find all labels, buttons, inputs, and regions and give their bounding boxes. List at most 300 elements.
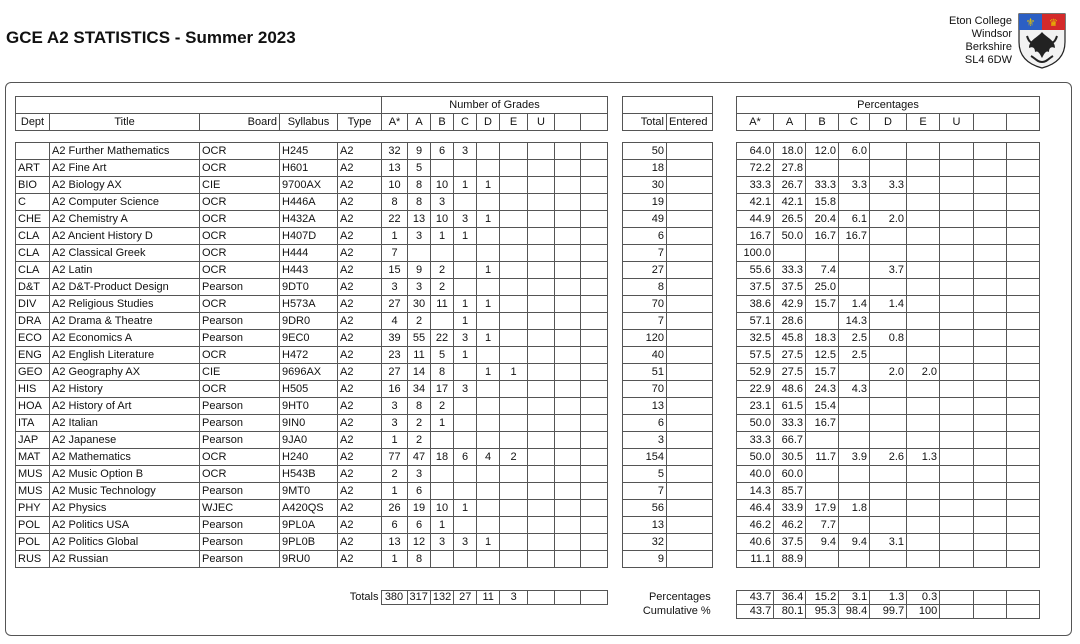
grade-count-cell: [555, 245, 581, 262]
page-title: GCE A2 STATISTICS - Summer 2023: [6, 28, 296, 47]
gap-cell: [608, 551, 623, 568]
grade-count-cell: [555, 177, 581, 194]
percentage-cell: 25.0: [806, 279, 839, 296]
grade-count-cell: [500, 211, 528, 228]
gap-cell: [713, 551, 737, 568]
percentage-cell: [870, 432, 907, 449]
entered-cell: [667, 262, 713, 279]
total-cell: 7: [623, 245, 667, 262]
grade-count-cell: [528, 483, 555, 500]
percentage-cell: [940, 228, 974, 245]
percentage-cell: 42.1: [774, 194, 806, 211]
total-cell: 6: [623, 415, 667, 432]
percentage-cell: 4.3: [839, 381, 870, 398]
grade-count-cell: [528, 466, 555, 483]
grade-count-cell: 23: [382, 347, 408, 364]
percentage-cell: [940, 296, 974, 313]
percentage-cell: [940, 534, 974, 551]
grade-count-cell: 9: [408, 143, 431, 160]
grade-count-cell: [555, 313, 581, 330]
gap-cell: [713, 296, 737, 313]
type-cell: A2: [338, 177, 382, 194]
entered-cell: [667, 500, 713, 517]
gap-cell: [608, 313, 623, 330]
percentage-cell: 50.0: [774, 228, 806, 245]
total-cell: 7: [623, 483, 667, 500]
type-cell: A2: [338, 534, 382, 551]
grade-count-cell: 6: [382, 517, 408, 534]
percentage-cell: [839, 364, 870, 381]
percentage-cell: [870, 381, 907, 398]
board-cell: OCR: [200, 296, 280, 313]
entered-cell: [667, 330, 713, 347]
table-row: [16, 449, 1040, 466]
type-cell: A2: [338, 347, 382, 364]
entered-cell: [667, 211, 713, 228]
percentage-cell: 9.4: [806, 534, 839, 551]
title-cell: A2 Further Mathematics: [50, 143, 200, 160]
board-cell: OCR: [200, 194, 280, 211]
entered-cell: [667, 534, 713, 551]
percentages-label: Percentages: [648, 591, 711, 603]
cumulative-label: Cumulative %: [642, 605, 711, 617]
total-cell: 132: [430, 591, 453, 605]
gap-cell: [608, 296, 623, 313]
cumulative-cell: 95.3: [806, 605, 839, 619]
percentage-cell: [870, 483, 907, 500]
grade-count-cell: [500, 500, 528, 517]
percentage-cell: [839, 432, 870, 449]
grade-count-cell: [555, 364, 581, 381]
gap-cell: [608, 500, 623, 517]
total-cell: 154: [623, 449, 667, 466]
grade-count-cell: 47: [408, 449, 431, 466]
percentage-cell: 28.6: [774, 313, 806, 330]
grade-count-cell: [528, 245, 555, 262]
percentage-cell: [839, 551, 870, 568]
percentage-cell: 12.0: [806, 143, 839, 160]
entered-cell: [667, 517, 713, 534]
percentage-cell: [974, 534, 1007, 551]
syllabus-cell: 9DR0: [280, 313, 338, 330]
percentage-cell: 15.7: [806, 296, 839, 313]
table-row: [16, 517, 1040, 534]
total-cell: 3: [500, 591, 528, 605]
grade-count-cell: [581, 211, 608, 228]
grade-count-cell: 8: [431, 364, 454, 381]
grade-count-cell: 1: [477, 534, 500, 551]
percentage-cell: [839, 245, 870, 262]
grade-count-cell: [500, 296, 528, 313]
title-cell: A2 Japanese: [50, 432, 200, 449]
grade-count-cell: [454, 194, 477, 211]
gap-cell: [608, 415, 623, 432]
type-cell: A2: [338, 143, 382, 160]
grade-count-cell: 12: [408, 534, 431, 551]
grade-count-cell: [555, 534, 581, 551]
grade-count-cell: [477, 415, 500, 432]
col-header-grade: U: [528, 114, 555, 131]
grade-count-cell: [581, 432, 608, 449]
percentage-cell: 3.3: [839, 177, 870, 194]
table-row: [16, 381, 1040, 398]
grade-count-cell: [555, 415, 581, 432]
gap-cell: [713, 160, 737, 177]
dept-cell: MUS: [16, 466, 50, 483]
col-header-blank: [1007, 114, 1040, 131]
dept-cell: POL: [16, 517, 50, 534]
grade-count-cell: 1: [382, 228, 408, 245]
grade-count-cell: 10: [431, 177, 454, 194]
percentage-cell: 40.0: [737, 466, 774, 483]
percentage-cell: [974, 194, 1007, 211]
grade-count-cell: 1: [477, 364, 500, 381]
percentage-cell: [940, 381, 974, 398]
grade-count-cell: 1: [477, 330, 500, 347]
grade-count-cell: 11: [431, 296, 454, 313]
total-cell: 56: [623, 500, 667, 517]
percentage-cell: [806, 245, 839, 262]
dept-cell: CHE: [16, 211, 50, 228]
grade-count-cell: [454, 415, 477, 432]
table-row: [16, 347, 1040, 364]
syllabus-cell: H573A: [280, 296, 338, 313]
address-line: SL4 6DW: [964, 54, 1012, 66]
grade-count-cell: 2: [408, 415, 431, 432]
grade-count-cell: [581, 364, 608, 381]
gap-cell: [713, 347, 737, 364]
board-cell: OCR: [200, 211, 280, 228]
col-header-grade: B: [431, 114, 454, 131]
grade-count-cell: 32: [382, 143, 408, 160]
type-cell: A2: [338, 228, 382, 245]
syllabus-cell: H505: [280, 381, 338, 398]
grade-count-cell: [528, 262, 555, 279]
percentage-cell: [1007, 160, 1040, 177]
col-header-dept: Dept: [16, 114, 50, 131]
percentage-cell: [940, 415, 974, 432]
col-header-total: Total: [623, 114, 667, 131]
grade-count-cell: 8: [408, 551, 431, 568]
grade-count-cell: 2: [431, 398, 454, 415]
percentage-cell: 7.4: [806, 262, 839, 279]
type-cell: A2: [338, 364, 382, 381]
dept-cell: CLA: [16, 245, 50, 262]
entered-cell: [667, 245, 713, 262]
percentage-cell: 88.9: [774, 551, 806, 568]
percentage-cell: 16.7: [806, 415, 839, 432]
grade-count-cell: [528, 143, 555, 160]
type-cell: A2: [338, 483, 382, 500]
grade-count-cell: [581, 143, 608, 160]
syllabus-cell: H245: [280, 143, 338, 160]
percentage-cell: 66.7: [774, 432, 806, 449]
percentage-cell: 72.2: [737, 160, 774, 177]
gap-cell: [608, 347, 623, 364]
percentage-cell: [870, 228, 907, 245]
dept-cell: POL: [16, 534, 50, 551]
board-cell: Pearson: [200, 415, 280, 432]
gap-cell: [608, 143, 623, 160]
title-cell: A2 Latin: [50, 262, 200, 279]
grade-count-cell: [500, 381, 528, 398]
total-cell: 8: [623, 279, 667, 296]
grade-count-cell: [500, 262, 528, 279]
percentage-cell: [1007, 279, 1040, 296]
table-row: [16, 228, 1040, 245]
percentage-cell: [940, 211, 974, 228]
percentage-cell: [806, 160, 839, 177]
percentage-cell: [974, 262, 1007, 279]
grade-count-cell: 1: [454, 228, 477, 245]
grade-count-cell: 7: [382, 245, 408, 262]
grade-count-cell: [477, 517, 500, 534]
percentage-cell: [940, 398, 974, 415]
dept-cell: HIS: [16, 381, 50, 398]
entered-cell: [667, 432, 713, 449]
percentage-cell: 22.9: [737, 381, 774, 398]
percentage-cell: 23.1: [737, 398, 774, 415]
gap-cell: [713, 279, 737, 296]
type-cell: A2: [338, 432, 382, 449]
percentage-cell: [1007, 551, 1040, 568]
svg-text:⚜: ⚜: [1025, 16, 1036, 29]
table-row: [16, 364, 1040, 381]
grade-count-cell: [500, 143, 528, 160]
grade-count-cell: [581, 313, 608, 330]
grade-count-cell: [555, 432, 581, 449]
grade-count-cell: [500, 330, 528, 347]
cumulative-row: [15, 605, 1040, 619]
dept-cell: ENG: [16, 347, 50, 364]
percentage-cell: [974, 177, 1007, 194]
grade-count-cell: 6: [408, 517, 431, 534]
table-row: [16, 194, 1040, 211]
percentage-cell: [907, 517, 940, 534]
entered-cell: [667, 415, 713, 432]
gap-cell: [608, 517, 623, 534]
syllabus-cell: H601: [280, 160, 338, 177]
percentage-cell: [974, 364, 1007, 381]
title-cell: A2 Music Option B: [50, 466, 200, 483]
gap-cell: [713, 517, 737, 534]
svg-text:♛: ♛: [1049, 18, 1058, 29]
grade-count-cell: [477, 398, 500, 415]
grade-count-cell: [528, 313, 555, 330]
col-header-grade: E: [500, 114, 528, 131]
type-cell: A2: [338, 160, 382, 177]
entered-cell: [667, 296, 713, 313]
percentage-cell: [806, 432, 839, 449]
percentage-cell: 2.5: [839, 347, 870, 364]
table-row: [16, 279, 1040, 296]
grade-count-cell: 1: [477, 296, 500, 313]
percentage-cell: 46.4: [737, 500, 774, 517]
percentages-heading: Percentages: [737, 97, 1040, 114]
col-header-syllabus: Syllabus: [280, 114, 338, 131]
percentage-cell: [974, 296, 1007, 313]
spacer-row: [16, 131, 1040, 143]
dept-cell: C: [16, 194, 50, 211]
percentage-cell: 38.6: [737, 296, 774, 313]
grade-count-cell: 15: [382, 262, 408, 279]
grade-count-cell: [581, 194, 608, 211]
percentage-cell: [1007, 483, 1040, 500]
percentage-cell: [940, 262, 974, 279]
grade-count-cell: 27: [382, 364, 408, 381]
board-cell: OCR: [200, 143, 280, 160]
grade-count-cell: [528, 500, 555, 517]
total-cell: 19: [623, 194, 667, 211]
percentage-cell: [870, 500, 907, 517]
percentage-cell: [974, 245, 1007, 262]
entered-cell: [667, 483, 713, 500]
grade-count-cell: [500, 228, 528, 245]
grade-count-cell: 6: [454, 449, 477, 466]
grade-count-cell: [528, 211, 555, 228]
percentage-cell: [1007, 534, 1040, 551]
percentage-cell: [1007, 262, 1040, 279]
cumulative-cell: [940, 605, 974, 619]
percentage-cell: [774, 245, 806, 262]
grade-count-cell: [477, 347, 500, 364]
grade-count-cell: [581, 500, 608, 517]
title-cell: A2 Religious Studies: [50, 296, 200, 313]
grade-count-cell: [408, 245, 431, 262]
percentage-cell: [907, 313, 940, 330]
grade-count-cell: [528, 194, 555, 211]
grade-count-cell: 3: [382, 398, 408, 415]
percentage-cell: [870, 466, 907, 483]
percentage-cell: [974, 330, 1007, 347]
percentage-cell: 3.1: [839, 591, 870, 605]
grade-count-cell: [500, 160, 528, 177]
percentage-cell: [1007, 211, 1040, 228]
percentage-cell: 30.5: [774, 449, 806, 466]
cumulative-cell: [1007, 605, 1040, 619]
percentage-cell: [974, 279, 1007, 296]
syllabus-cell: A420QS: [280, 500, 338, 517]
grade-count-cell: [500, 432, 528, 449]
gap-cell: [608, 160, 623, 177]
percentage-cell: 33.9: [774, 500, 806, 517]
grade-count-cell: 16: [382, 381, 408, 398]
grade-count-cell: [454, 398, 477, 415]
title-cell: A2 Russian: [50, 551, 200, 568]
syllabus-cell: 9EC0: [280, 330, 338, 347]
type-cell: A2: [338, 398, 382, 415]
percentage-cell: [974, 551, 1007, 568]
grade-count-cell: 1: [382, 432, 408, 449]
grade-count-cell: 3: [382, 415, 408, 432]
percentage-cell: [806, 466, 839, 483]
board-cell: CIE: [200, 364, 280, 381]
total-cell: 13: [623, 517, 667, 534]
table-row: [16, 143, 1040, 160]
cumulative-cell: 80.1: [774, 605, 806, 619]
gap-cell: [713, 500, 737, 517]
board-cell: Pearson: [200, 279, 280, 296]
syllabus-cell: 9JA0: [280, 432, 338, 449]
table-row: [16, 415, 1040, 432]
syllabus-cell: 9MT0: [280, 483, 338, 500]
percentage-cell: [870, 194, 907, 211]
board-cell: OCR: [200, 160, 280, 177]
col-header-pct: A: [774, 114, 806, 131]
percentage-cell: 45.8: [774, 330, 806, 347]
dept-cell: DIV: [16, 296, 50, 313]
syllabus-cell: H407D: [280, 228, 338, 245]
grade-count-cell: 19: [408, 500, 431, 517]
grade-count-cell: 6: [408, 483, 431, 500]
grade-count-cell: [477, 466, 500, 483]
dept-cell: D&T: [16, 279, 50, 296]
percentage-cell: 2.0: [907, 364, 940, 381]
percentage-cell: 32.5: [737, 330, 774, 347]
total-cell: 317: [407, 591, 430, 605]
percentage-cell: 16.7: [737, 228, 774, 245]
grade-count-cell: 3: [408, 279, 431, 296]
percentage-cell: [1007, 500, 1040, 517]
grade-count-cell: [477, 381, 500, 398]
total-cell: 50: [623, 143, 667, 160]
percentage-cell: 40.6: [737, 534, 774, 551]
type-cell: A2: [338, 245, 382, 262]
percentage-cell: 24.3: [806, 381, 839, 398]
percentage-cell: 44.9: [737, 211, 774, 228]
percentage-cell: 3.7: [870, 262, 907, 279]
grade-count-cell: [528, 551, 555, 568]
entered-cell: [667, 347, 713, 364]
percentage-cell: [870, 143, 907, 160]
percentage-cell: 1.3: [870, 591, 907, 605]
percentage-cell: [907, 262, 940, 279]
percentage-cell: [839, 415, 870, 432]
grade-count-cell: 3: [454, 330, 477, 347]
grade-count-cell: [500, 177, 528, 194]
grade-count-cell: 8: [408, 398, 431, 415]
percentage-cell: [974, 415, 1007, 432]
board-cell: OCR: [200, 262, 280, 279]
percentage-cell: [974, 347, 1007, 364]
grade-count-cell: [477, 500, 500, 517]
grade-count-cell: [454, 160, 477, 177]
gap-cell: [608, 211, 623, 228]
percentage-cell: 37.5: [774, 279, 806, 296]
gap-cell: [713, 364, 737, 381]
grade-count-cell: 14: [408, 364, 431, 381]
percentage-cell: 46.2: [774, 517, 806, 534]
total-cell: 380: [381, 591, 407, 605]
percentage-cell: [870, 313, 907, 330]
title-cell: A2 History of Art: [50, 398, 200, 415]
percentage-cell: [907, 551, 940, 568]
percentage-cell: 2.0: [870, 211, 907, 228]
percentage-cell: [1007, 364, 1040, 381]
table-row: [16, 160, 1040, 177]
percentage-cell: [870, 245, 907, 262]
dept-cell: JAP: [16, 432, 50, 449]
percentage-cell: [907, 432, 940, 449]
cumulative-cell: 98.4: [839, 605, 870, 619]
gap-cell: [713, 194, 737, 211]
percentage-cell: 33.3: [774, 415, 806, 432]
gap-cell: [713, 415, 737, 432]
syllabus-cell: 9700AX: [280, 177, 338, 194]
percentage-cell: [940, 330, 974, 347]
grade-count-cell: [555, 517, 581, 534]
grade-count-cell: 3: [454, 534, 477, 551]
